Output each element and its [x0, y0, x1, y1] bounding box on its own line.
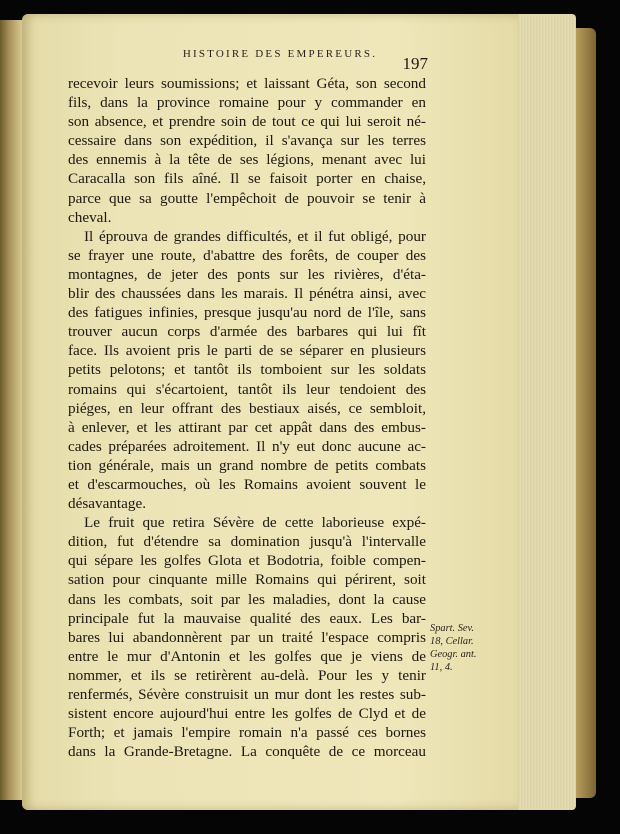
page-number: 197: [402, 54, 428, 73]
text-line: désavantage.: [68, 495, 147, 513]
text-line: des ennemis à la tête de ses légions, menant avec lui: [68, 151, 426, 169]
text-line: cessaire dans son expédition, il s'avança sur les terres: [68, 132, 426, 150]
text-line: dans la Grande-Bretagne. La conquête de ce morceau: [68, 743, 426, 761]
text-line: son absence, et prendre soin de tout ce qui lui seroit né-: [68, 113, 426, 131]
text-line: trouver aucun corps d'armée des barbares qui lui fît: [68, 323, 426, 341]
text-line: cades préparées adroitement. Il n'y eut donc aucune ac-: [68, 437, 426, 455]
page-stack: [518, 14, 576, 810]
text-line: bares lui abandonnèrent par un traité l'espace compris: [68, 628, 426, 646]
text-line: dans les combats, soit par les maladies, dont la cause: [68, 590, 426, 608]
text-line: principale fut la mauvaise qualité des eaux. Les bar-: [68, 609, 426, 627]
text-line: recevoir leurs soumissions; et laissant Géta, son second: [68, 75, 426, 92]
text-line: cheval.: [68, 208, 112, 226]
text-line: des fatigues infinies, presque jusqu'au nord de l'île, sans: [68, 304, 426, 322]
text-line: à enlever, et les attirant par cet appât dans des embus-: [68, 418, 426, 436]
text-line: tion générale, mais un grand nombre de petits combats: [68, 456, 426, 474]
text-line: sation pour cinquante mille Romains qui périrent, soit: [68, 571, 426, 589]
text-line: blir des chaussées dans les marais. Il pénétra ainsi, avec: [68, 285, 426, 303]
text-line: Il éprouva de grandes difficultés, et il fut obligé, pour: [84, 227, 426, 245]
text-line: Le fruit que retira Sévère de cette laborieuse expé-: [84, 514, 426, 532]
margin-note-line: 18, Cellar.: [430, 636, 474, 647]
margin-note-line: Geogr. ant.: [430, 649, 477, 660]
body-text: [68, 74, 426, 761]
text-line: renfermés, Sévère construisit un mur dont les restes sub-: [68, 686, 426, 703]
text-line: parce que sa goutte l'empêchoit de pouvoir se tenir à: [68, 189, 426, 207]
text-line: Forth; et jamais l'empire romain n'a passé ces bornes: [68, 724, 426, 742]
text-line: fils, dans la province romaine pour y commander en: [68, 94, 426, 112]
text-line: face. Ils avoient pris le parti de se séparer en plusieurs: [68, 342, 426, 360]
text-line: romains qui s'écartoient, tantôt ils leur tendoient des: [68, 380, 426, 398]
text-line: se frayer une route, d'abattre des forêts, de couper des: [68, 246, 426, 264]
text-line: piéges, en leur offrant des bestiaux aisés, ce sembloit,: [68, 399, 426, 417]
text-line: montagnes, de jeter des ponts sur les rivières, d'éta-: [68, 265, 426, 283]
text-line: petits pelotons; et tantôt ils tomboient sur les soldats: [68, 361, 426, 379]
text-line: sistent encore aujourd'hui entre les golfes de Clyd et de: [68, 705, 426, 723]
text-line: nommer, et ils se retirèrent au-delà. Pour les y tenir: [68, 666, 426, 684]
margin-note-line: Spart. Sev.: [430, 623, 474, 634]
text-line: dition, fut d'étendre sa domination jusqu'à l'intervalle: [68, 533, 426, 551]
text-line: entre le mur d'Antonin et les golfes que je viens de: [68, 647, 426, 665]
left-page-edge: [0, 20, 22, 800]
text-line: qui sépare les golfes Glota et Bodotria, foible compen-: [68, 552, 426, 570]
margin-note-line: 11, 4.: [430, 662, 453, 673]
running-header: HISTOIRE DES EMPEREURS.: [182, 48, 378, 60]
margin-note: [430, 622, 490, 674]
book-cover-edge: [576, 28, 596, 798]
text-line: Caracalla son fils aîné. Il se faisoit porter en chaise,: [68, 170, 426, 188]
text-line: et d'escarmouches, où les Romains avoient souvent le: [68, 475, 426, 493]
